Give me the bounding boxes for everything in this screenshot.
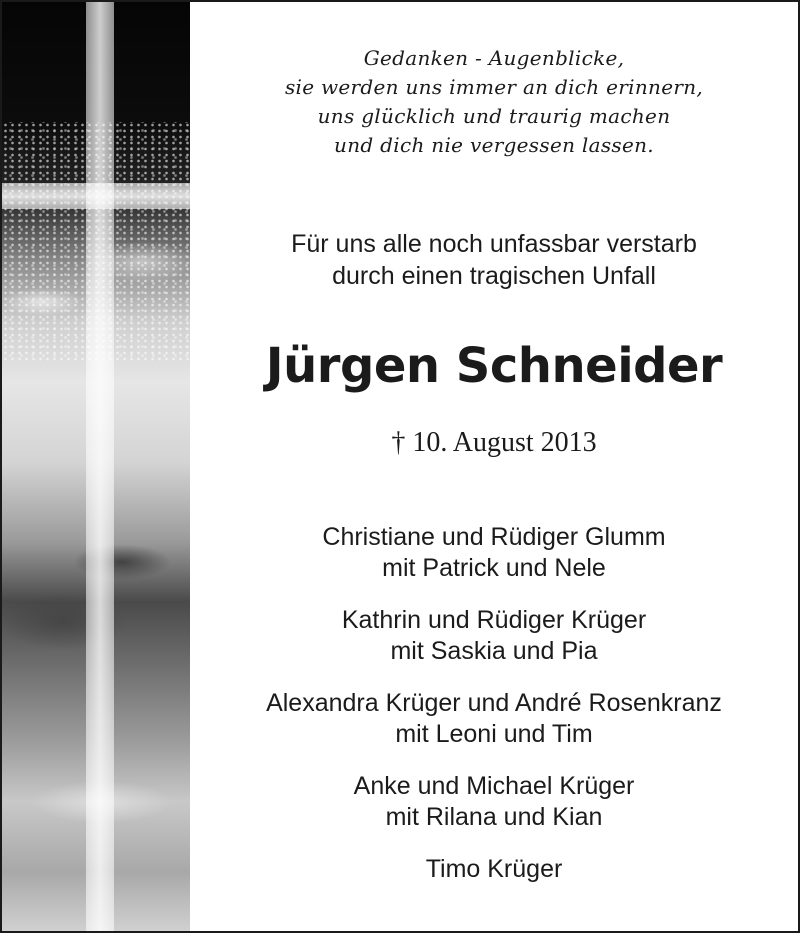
announcement-line: Für uns alle noch unfassbar verstarb: [291, 230, 697, 258]
mourner-names: Kathrin und Rüdiger Krüger: [341, 606, 647, 634]
verse-line: und dich nie vergessen lassen.: [334, 133, 654, 157]
mourner-children: mit Saskia und Pia: [390, 637, 598, 665]
mourner-group: [190, 605, 798, 667]
cross-icon-vertical-beam: [86, 2, 114, 931]
mourner-names: Anke und Michael Krüger: [353, 772, 635, 800]
cross-icon-horizontal-beam: [2, 183, 190, 209]
mourner-names: Christiane und Rüdiger Glumm: [322, 523, 666, 551]
deceased-name: Jürgen Schneider: [265, 338, 723, 394]
notice-text: [190, 2, 798, 931]
memorial-verse: [190, 44, 798, 160]
mourner-group: [190, 688, 798, 750]
death-date: † 10. August 2013: [391, 427, 597, 458]
announcement-text: [190, 228, 798, 292]
mourner-group: [190, 854, 798, 885]
mourners-list: [190, 522, 798, 906]
mourner-group: [190, 771, 798, 833]
verse-line: sie werden uns immer an dich erinnern,: [284, 75, 704, 99]
mourner-names: Timo Krüger: [425, 855, 563, 883]
mourner-names: Alexandra Krüger und André Rosenkranz: [266, 689, 722, 717]
verse-line: Gedanken - Augenblicke,: [363, 46, 625, 70]
verse-line: uns glücklich und traurig machen: [317, 104, 671, 128]
mourner-children: mit Rilana und Kian: [385, 803, 603, 831]
mourner-children: mit Leoni und Tim: [395, 720, 593, 748]
mourner-children: mit Patrick und Nele: [382, 554, 606, 582]
sea-waves-image: [2, 2, 190, 931]
announcement-line: durch einen tragischen Unfall: [332, 262, 656, 290]
mourner-group: [190, 522, 798, 584]
